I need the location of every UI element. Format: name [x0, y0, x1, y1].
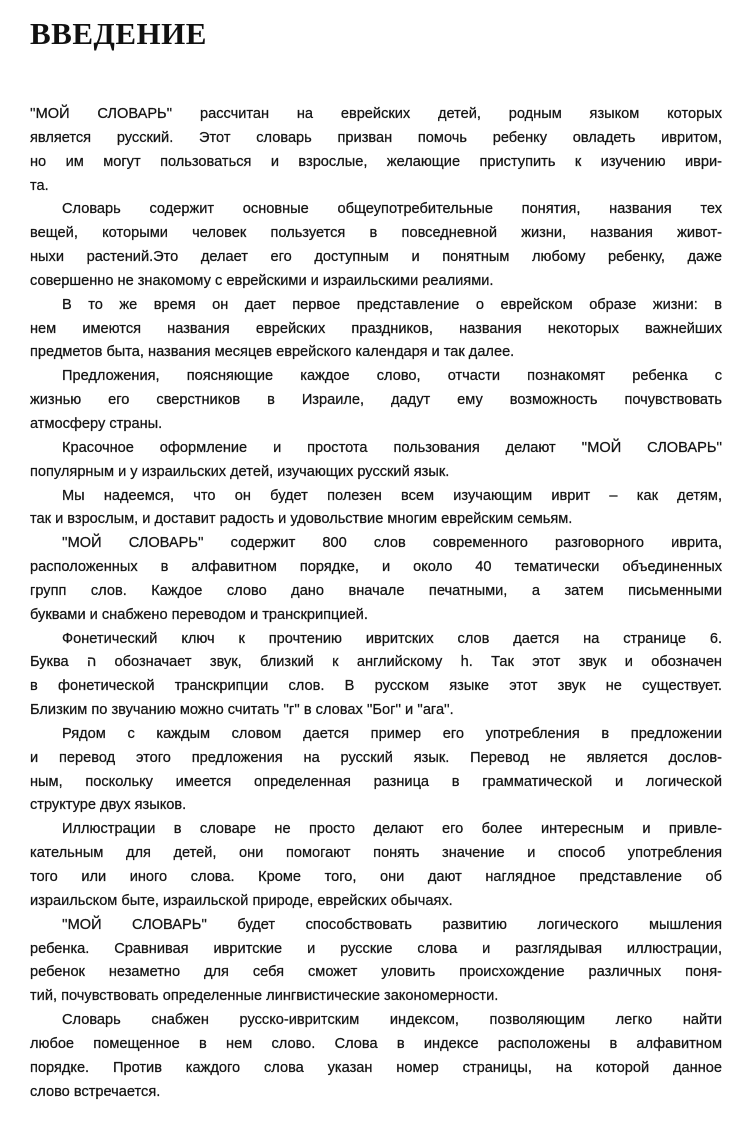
text-line: того или иного слова. Кроме того, они дают наглядное представление об	[30, 869, 722, 885]
paragraph	[30, 723, 722, 818]
text-line: В то же время он дает первое представление о еврейском образе жизни: в	[62, 296, 722, 313]
text-line: Красочное оформление и простота пользования делают ''МОЙ СЛОВАРЬ''	[62, 439, 722, 456]
paragraph	[30, 485, 722, 533]
text-line: ребенка. Сравнивая ивритские и русские слова и разглядывая иллюстрации,	[30, 940, 722, 957]
paragraph	[30, 1009, 722, 1104]
text-line: любое помещенное в нем слово. Слова в индексе расположены в алфавитном	[30, 1035, 722, 1052]
paragraph	[30, 198, 722, 293]
paragraph	[30, 818, 722, 913]
text-line: Словарь снабжен русско-ивритским индексом, позволяющим легко найти	[62, 1012, 722, 1029]
paragraph	[30, 294, 722, 366]
text-line: предметов быта, названия месяцев еврейского календаря и так далее.	[30, 344, 515, 361]
text-line: Близким по звучанию можно считать ''г'' в словах ''Бог'' и ''ага''.	[30, 702, 454, 719]
document-body	[30, 103, 722, 1104]
text-line: так и взрослым, и доставит радость и удовольствие многим еврейским семьям.	[30, 511, 573, 528]
text-line: ным, поскольку имеется определенная разница в грамматической и логической	[30, 773, 722, 790]
paragraph	[30, 914, 722, 1009]
text-line: совершенно не знакомому с еврейскими и израильскими реалиями.	[30, 272, 494, 289]
text-line: Предложения, поясняющие каждое слово, отчасти познакомят ребенка с	[62, 368, 722, 385]
text-line: Мы надеемся, что он будет полезен всем изучающим иврит – как детям,	[62, 487, 722, 504]
text-line: и перевод этого предложения на русский язык. Перевод не является дослов-	[30, 749, 722, 766]
text-line: ''МОЙ СЛОВАРЬ'' рассчитан на еврейских детей, родным языком которых	[30, 106, 722, 122]
text-line: буквами и снабжено переводом и транскрипцией.	[30, 606, 368, 623]
text-line: нем имеются названия еврейских праздников, названия некоторых важнейших	[30, 320, 722, 337]
text-line: групп слов. Каждое слово дано вначале печатными, а затем письменными	[30, 582, 722, 599]
paragraph	[30, 103, 722, 198]
paragraph	[30, 532, 722, 627]
page-title: ВВЕДЕНИЕ	[30, 16, 207, 51]
text-line: но им могут пользоваться и взрослые, желающие приступить к изучению иври-	[30, 153, 722, 170]
text-line: Рядом с каждым словом дается пример его употребления в предложении	[62, 725, 722, 742]
text-line: ныхи растений.Это делает его доступным и понятным любому ребенку, даже	[30, 249, 722, 266]
text-line: жизнью его сверстников в Израиле, дадут ему возможность почувствовать	[30, 392, 722, 409]
text-line: Словарь содержит основные общеупотребительные понятия, названия тех	[62, 201, 722, 218]
text-line: Иллюстрации в словаре не просто делают его более интересным и привле-	[62, 821, 722, 838]
text-line: та.	[30, 177, 49, 194]
text-line: популярным и у израильских детей, изучающих русский язык.	[30, 463, 450, 480]
text-line: слово встречается.	[30, 1083, 161, 1100]
text-line: вещей, которыми человек пользуется в повседневной жизни, названия живот-	[30, 225, 722, 242]
text-line: расположенных в алфавитном порядке, и около 40 тематически объединенных	[30, 559, 722, 576]
text-line: ''МОЙ СЛОВАРЬ'' содержит 800 слов современного разговорного иврита,	[62, 535, 722, 552]
text-line: Фонетический ключ к прочтению ивритских слов дается на странице 6.	[62, 630, 722, 647]
text-line: атмосферу страны.	[30, 415, 163, 432]
paragraph	[30, 628, 722, 723]
text-line: ''МОЙ СЛОВАРЬ'' будет способствовать развитию логического мышления	[62, 916, 722, 933]
text-line: ребенок незаметно для себя сможет уловить происхождение различных поня-	[30, 964, 722, 981]
text-line: в фонетической транскрипции слов. В русском языке этот звук не существует.	[30, 678, 722, 695]
text-line: порядке. Против каждого слова указан номер страницы, на которой данное	[30, 1059, 722, 1076]
paragraph	[30, 437, 722, 485]
text-line: структуре двух языков.	[30, 797, 187, 814]
text-line: Буква ה обозначает звук, близкий к английскому h. Так этот звук и обозначен	[30, 654, 722, 671]
text-line: тий, почувствовать определенные лингвистические закономерности.	[30, 988, 499, 1005]
paragraph	[30, 365, 722, 437]
text-line: является русский. Этот словарь призван помочь ребенку овладеть ивритом,	[30, 129, 722, 146]
text-line: кательным для детей, они помогают понять значение и способ употребления	[30, 845, 722, 862]
text-line: израильском быте, израильской природе, еврейских обычаях.	[30, 892, 453, 909]
